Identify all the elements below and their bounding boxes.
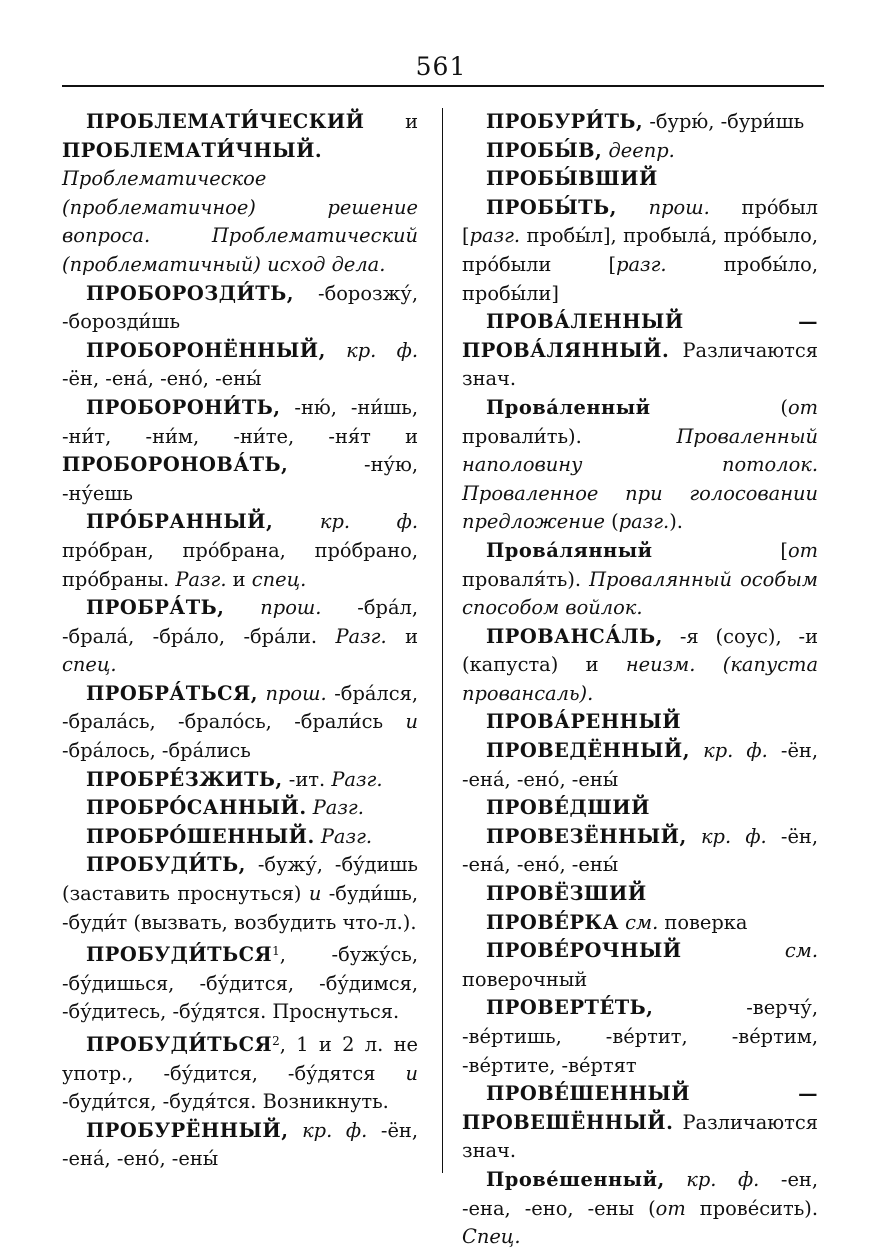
italic-note: и — [308, 882, 322, 906]
headword: Прова́ленный — [486, 395, 651, 419]
headword: ПРОБОРОЗДИ́ТЬ, — [86, 281, 294, 305]
italic-note: и — [405, 1061, 418, 1085]
headword: ПРО́БРАННЫЙ, — [86, 510, 274, 534]
entry-text: -ен, -ена, -ено, -ены ( — [462, 1167, 819, 1220]
page-number: 561 — [415, 52, 467, 81]
italic-note: кр. ф. — [690, 739, 768, 763]
dictionary-entry — [462, 194, 818, 308]
headword: ПРОБОРОНЁННЫЙ, — [86, 338, 326, 362]
headword: ПРОБРО́ШЕННЫЙ. — [86, 824, 315, 848]
headword: ПРОВЕЗЁННЫЙ, — [486, 824, 687, 848]
entry-text: и — [226, 567, 252, 591]
dictionary-entry — [62, 337, 418, 394]
entry-text: про́бран, про́брана, про́брано, про́браны. — [62, 538, 418, 591]
italic-note: прош. — [257, 681, 327, 705]
italic-note: кр. ф. — [325, 338, 418, 362]
dictionary-entry — [462, 794, 818, 823]
italic-note: Разг. — [175, 567, 227, 591]
dictionary-entry — [462, 623, 818, 709]
entry-text: ( — [650, 395, 788, 419]
headword: ПРОВЕ́ДШИЙ — [486, 796, 650, 820]
dictionary-entry — [62, 766, 418, 795]
italic-note: Проваленный наполовину потолок. Проваленное при голосовании предложение — [462, 424, 818, 534]
italic-note: спец. — [62, 653, 117, 677]
entry-text: ( — [604, 510, 619, 534]
entry-text: поверка — [658, 910, 748, 934]
headword: ПРОВА́ЛЕННЫЙ — ПРОВА́ЛЯННЫЙ. — [462, 310, 818, 362]
headword: ПРОВЕ́РКА — [486, 910, 619, 934]
header-rule — [62, 85, 824, 87]
entry-text: -ён, -ена́, -ено́, -ены́ — [462, 739, 819, 791]
italic-note: кр. ф. — [686, 824, 767, 848]
italic-note: Разг. — [314, 824, 373, 848]
italic-note: Разг. — [306, 796, 364, 820]
dictionary-entry — [62, 1117, 418, 1174]
entry-text: -бурю́, -бури́шь — [643, 110, 805, 133]
dictionary-entry — [62, 680, 418, 766]
italic-note: см. — [618, 910, 659, 934]
italic-note: кр. ф. — [288, 1118, 368, 1142]
entry-text: -ён, -ена́, -ено́, -ены́ — [462, 824, 819, 877]
dictionary-entry — [462, 937, 818, 994]
entry-text: -бра́л, -брала́, -бра́ло, -бра́ли. — [62, 596, 418, 648]
headword: ПРОБУДИ́ТЬ, — [86, 853, 246, 877]
italic-note: неизм. (капуста провансаль). — [462, 653, 819, 705]
dictionary-entry — [462, 165, 818, 194]
entry-text: -я (соус), -и (капуста) и — [462, 624, 818, 677]
italic-note: кр. ф. — [664, 1167, 760, 1191]
dictionary-entry — [62, 1027, 418, 1117]
italic-note: прош. — [616, 195, 710, 219]
dictionary-entry — [462, 880, 818, 909]
italic-note: Спец. — [462, 1225, 521, 1249]
italic-note: от — [787, 395, 818, 419]
headword: ПРОБУДИ́ТЬСЯ — [86, 1033, 273, 1056]
headword: ПРОБУРИ́ТЬ, — [486, 110, 644, 133]
entry-text: и — [386, 624, 418, 648]
italic-note: Проблематическое (проблематичное) решение вопроса. Проблематический (проблематичный) исход дела. — [62, 167, 418, 276]
headword: ПРОВАНСА́ЛЬ, — [486, 624, 663, 648]
column-divider — [442, 108, 443, 1173]
dictionary-entry — [462, 823, 818, 880]
headword: ПРОБРЕ́ЗЖИТЬ, — [86, 767, 283, 791]
dictionary-entry — [462, 909, 818, 938]
headword: ПРОБЫ́ВШИЙ — [486, 167, 658, 191]
headword: ПРОВЕ́РОЧНЫЙ — [486, 939, 682, 963]
italic-note: разг. — [469, 224, 521, 248]
entry-text: поверочный — [462, 967, 588, 991]
entry-text: ). — [669, 510, 683, 534]
entry-text: -буди́шь, -буди́т (вызвать, возбудить что-л.). — [62, 882, 418, 934]
headword: ПРОБОРОНОВА́ТЬ, — [62, 453, 289, 477]
italic-note: и — [405, 710, 418, 734]
dictionary-entry — [62, 108, 418, 280]
italic-note: Разг. — [331, 767, 383, 791]
italic-note: разг. — [618, 510, 670, 534]
headword: ПРОБРО́САННЫЙ. — [86, 796, 307, 820]
headword: ПРОБУДИ́ТЬСЯ — [86, 943, 273, 967]
headword: ПРОВА́РЕННЫЙ — [486, 710, 682, 734]
italic-note: от — [787, 538, 818, 562]
entry-text: провали́ть). — [462, 424, 677, 448]
italic-note: спец. — [251, 567, 307, 591]
entry-text: , 1 и 2 л. не употр., -бу́дится, -бу́дятся — [62, 1033, 418, 1085]
headword: Прова́лянный — [486, 538, 653, 562]
dictionary-entry — [62, 594, 418, 680]
italic-note: Разг. — [335, 624, 387, 648]
entry-text: , -бужу́сь, -бу́дишься, -бу́дится, -бу́димся, -бу́дитесь, -бу́дятся. Проснуться. — [62, 943, 418, 1024]
headword: ПРОБРА́ТЬ, — [86, 596, 225, 620]
dictionary-entry — [462, 1080, 818, 1166]
dictionary-entry — [462, 994, 818, 1080]
italic-note: разг. — [616, 252, 667, 276]
headword: ПРОБЫ́В, — [486, 138, 603, 162]
entry-text: -ён, -ена́, -ено́, -ены́ — [62, 367, 262, 391]
italic-note: деепр. — [602, 138, 675, 162]
italic-note: см. — [681, 939, 818, 963]
headword: Прове́шенный, — [486, 1167, 665, 1191]
dictionary-entry — [462, 108, 818, 137]
entry-text: -ён, -ена́, -ено́, -ены́ — [62, 1118, 419, 1171]
entry-text: проваля́ть). — [462, 567, 590, 591]
dictionary-entry — [62, 394, 418, 508]
headword: ПРОВЁЗШИЙ — [486, 882, 647, 906]
dictionary-entry — [62, 280, 418, 337]
entry-text: -бужу́, -бу́дишь (заставить проснуться) — [62, 853, 418, 906]
italic-note: кр. ф. — [273, 510, 418, 534]
dictionary-entry — [462, 708, 818, 737]
dictionary-entry — [62, 508, 418, 594]
entry-text: и — [364, 110, 418, 133]
dictionary-entry — [462, 394, 818, 537]
headword: ПРОБЛЕМАТИ́ЧНЫЙ. — [62, 138, 323, 162]
entry-text: -верчу́, -ве́ртишь, -ве́ртит, -ве́ртим, -ве́ртите, -ве́ртят — [462, 996, 818, 1077]
entry-text: -бра́лся, -брала́сь, -брало́сь, -брали́сь — [62, 681, 418, 734]
right-column — [462, 108, 818, 1252]
entry-text: -ню́, -ни́шь, -ни́т, -ни́м, -ни́те, -ня́т и — [62, 395, 418, 448]
dictionary-entry — [62, 794, 418, 823]
entry-text: про́был [ — [462, 195, 818, 248]
headword: ПРОБЫ́ТЬ, — [486, 195, 617, 219]
entry-text: [ — [652, 538, 788, 562]
entry-text: Различаются знач. — [462, 1110, 818, 1163]
entry-text: прове́сить). — [685, 1196, 818, 1220]
dictionary-entry — [462, 1166, 818, 1252]
headword: ПРОБЛЕМАТИ́ЧЕСКИЙ — [86, 110, 365, 133]
dictionary-entry — [462, 737, 818, 794]
dictionary-entry — [62, 823, 418, 852]
entry-text: -борозжу́, -борозди́шь — [62, 281, 418, 334]
dictionary-entry — [462, 137, 818, 166]
dictionary-entry — [462, 308, 818, 394]
entry-text: -ит. — [282, 767, 332, 791]
headword: ПРОВЕ́ШЕННЫЙ — ПРОВЕШЁННЫЙ. — [462, 1082, 818, 1134]
entry-text: -бра́лось, -бра́лись — [62, 739, 251, 763]
dictionary-entry — [462, 537, 818, 623]
headword: ПРОБОРОНИ́ТЬ, — [86, 395, 281, 419]
left-column — [62, 108, 418, 1174]
headword: ПРОБУРЁННЫЙ, — [86, 1118, 289, 1142]
entry-text: -буди́тся, -будя́тся. Возникнуть. — [62, 1090, 389, 1114]
entry-text: -ну́ю, -ну́ешь — [62, 453, 418, 505]
italic-note: Провалянный особым способом войлок. — [462, 567, 818, 620]
entry-text: пробы́ло, пробы́ли] — [462, 252, 819, 305]
dictionary-entry — [62, 851, 418, 937]
entry-text: Различаются знач. — [462, 338, 818, 391]
dictionary-entry — [62, 937, 418, 1027]
headword: ПРОБРА́ТЬСЯ, — [86, 681, 258, 705]
homonym-index: 1 — [272, 944, 280, 959]
headword: ПРОВЕДЁННЫЙ, — [486, 739, 690, 763]
italic-note: от — [655, 1196, 686, 1220]
headword: ПРОВЕРТЕ́ТЬ, — [486, 996, 654, 1020]
homonym-index: 2 — [272, 1034, 280, 1048]
italic-note: прош. — [224, 596, 322, 620]
entry-text: пробы́л], пробыла́, про́было, про́были [ — [462, 224, 818, 276]
